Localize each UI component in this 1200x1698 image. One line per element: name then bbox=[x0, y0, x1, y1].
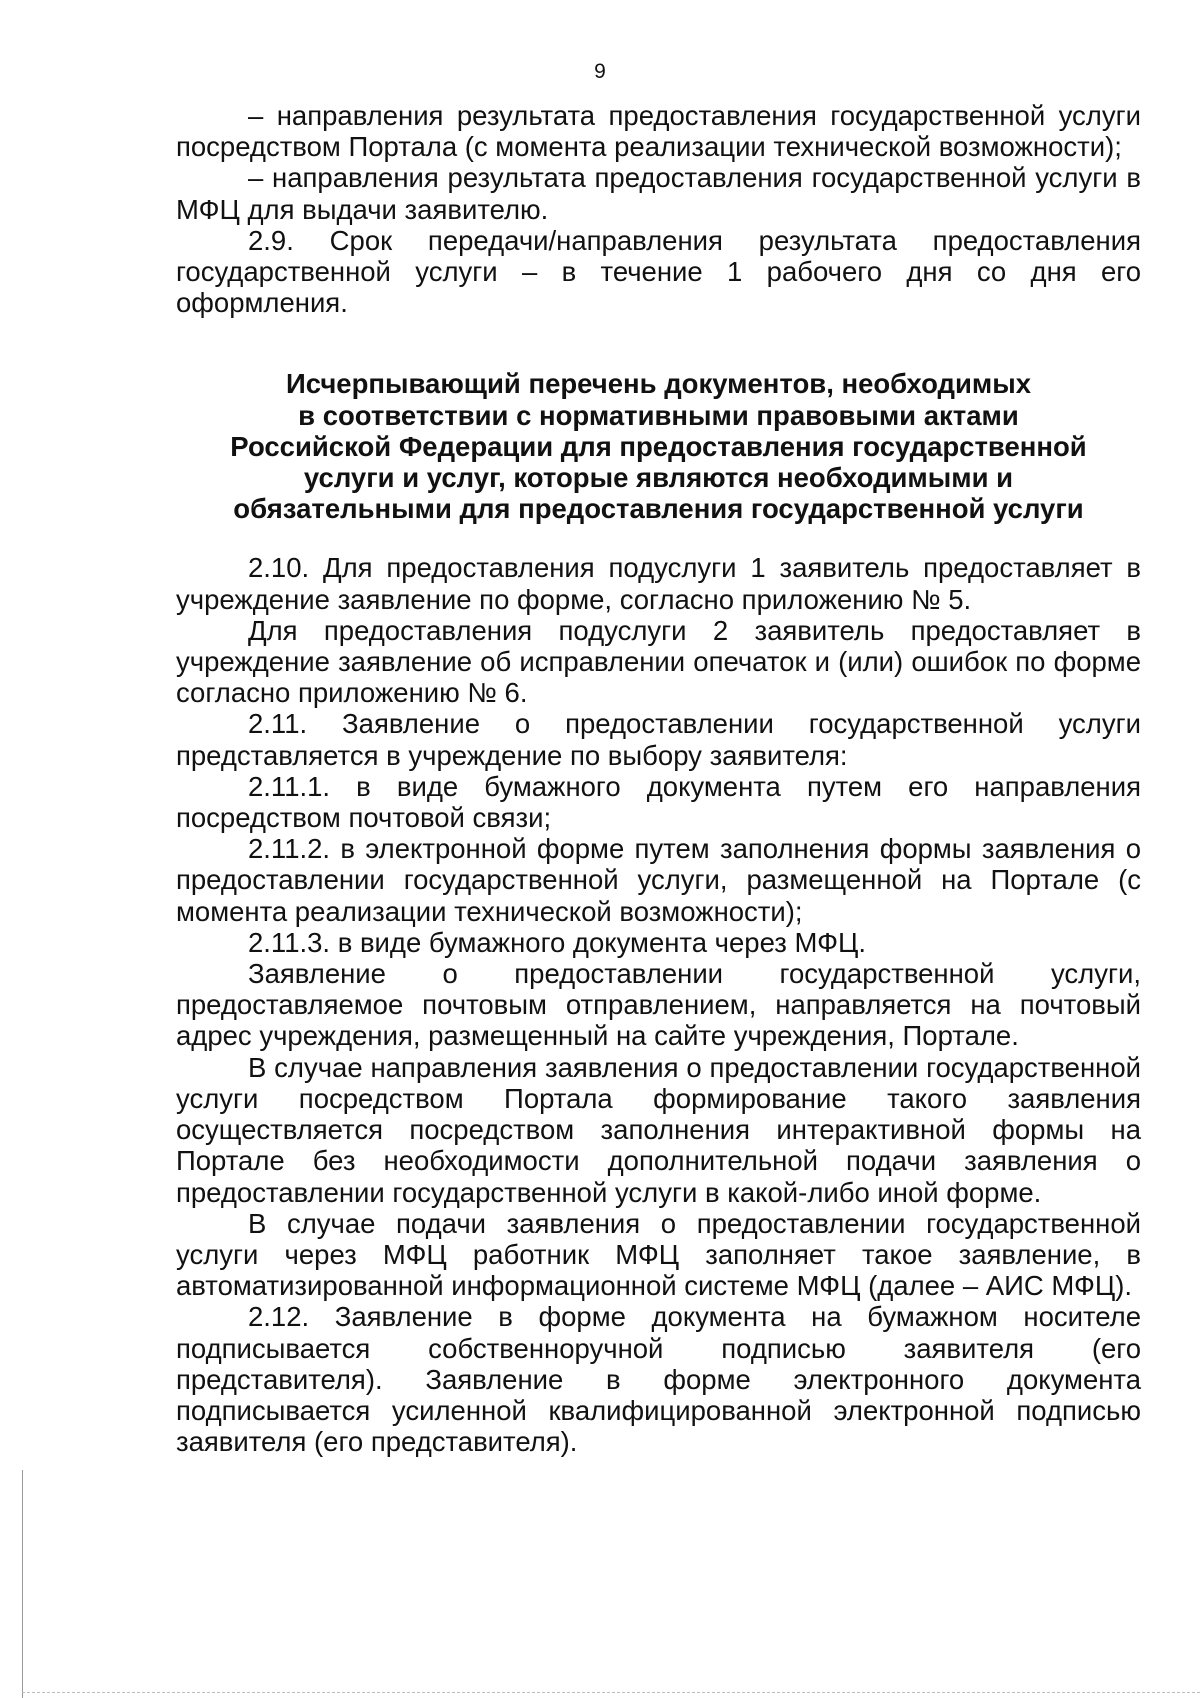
paragraph-2-10: 2.10. Для предоставления подуслуги 1 заявитель предоставляет в учреждение заявление по форме, согласно приложению № 5. bbox=[176, 552, 1141, 615]
paragraph-2-9: 2.9. Срок передачи/направления результата предоставления государственной услуги – в течение 1 рабочего дня со дня его оформления. bbox=[176, 224, 1141, 319]
paragraph-subservice-2: Для предоставления подуслуги 2 заявитель предоставляет в учреждение заявление об исправлении опечаток и (или) ошибок по форме согласно приложению № 6. bbox=[176, 614, 1141, 709]
paragraph-2-11-3: 2.11.3. в виде бумажного документа через МФЦ. bbox=[248, 926, 866, 958]
paragraph-mfc-result: – направления результата предоставления государственной услуги в МФЦ для выдачи заявителю. bbox=[176, 162, 1141, 225]
heading-line: в соответствии с нормативными правовыми актами bbox=[298, 399, 1019, 431]
heading-line: Исчерпывающий перечень документов, необходимых bbox=[285, 368, 1032, 400]
paragraph-2-12: 2.12. Заявление в форме документа на бумажном носителе подписывается собственноручной подписью заявителя (его представителя). Заявление в форме электронного документа подписывается усиленной квалифицированной электронной подписью заявителя (его представителя). bbox=[176, 1301, 1141, 1458]
paragraph-2-11-1: 2.11.1. в виде бумажного документа путем его направления посредством почтовой связи; bbox=[176, 770, 1141, 834]
scan-edge-left bbox=[22, 1470, 23, 1698]
heading-line: обязательными для предоставления государственной услуги bbox=[233, 493, 1084, 525]
document-body bbox=[176, 100, 1141, 1457]
paragraph-2-11: 2.11. Заявление о предоставлении государственной услуги представляется в учреждение по выбору заявителя: bbox=[176, 708, 1141, 771]
paragraph-mfc-application: В случае подачи заявления о предоставлении государственной услуги через МФЦ работник МФЦ заполняет такое заявление, в автоматизированной информационной системе МФЦ (далее – АИС МФЦ). bbox=[176, 1207, 1141, 1302]
paragraph-postal-application: Заявление о предоставлении государственной услуги, предоставляемое почтовым отправлением, направляется на почтовый адрес учреждения, размещенный на сайте учреждения, Портале. bbox=[176, 958, 1141, 1052]
paragraph-2-11-2: 2.11.2. в электронной форме путем заполнения формы заявления о предоставлении государственной услуги, размещенной на Портале (с момента реализации технической возможности); bbox=[176, 833, 1141, 927]
paragraph-portal-application: В случае направления заявления о предоставлении государственной услуги посредством Портала формирование такого заявления осуществляется посредством заполнения интерактивной формы на Портале без необходимости дополнительной подачи заявления о предоставлении государственной услуги в какой-либо иной форме. bbox=[176, 1051, 1141, 1208]
scan-edge-bottom bbox=[22, 1692, 1200, 1694]
page-number: 9 bbox=[594, 60, 606, 83]
heading-line: Российской Федерации для предоставления государственной bbox=[230, 430, 1087, 462]
paragraph-portal-result: – направления результата предоставления государственной услуги посредством Портала (с момента реализации технической возможности); bbox=[176, 100, 1141, 163]
section-heading bbox=[176, 368, 1141, 524]
heading-line: услуги и услуг, которые являются необходимыми и bbox=[303, 462, 1014, 494]
